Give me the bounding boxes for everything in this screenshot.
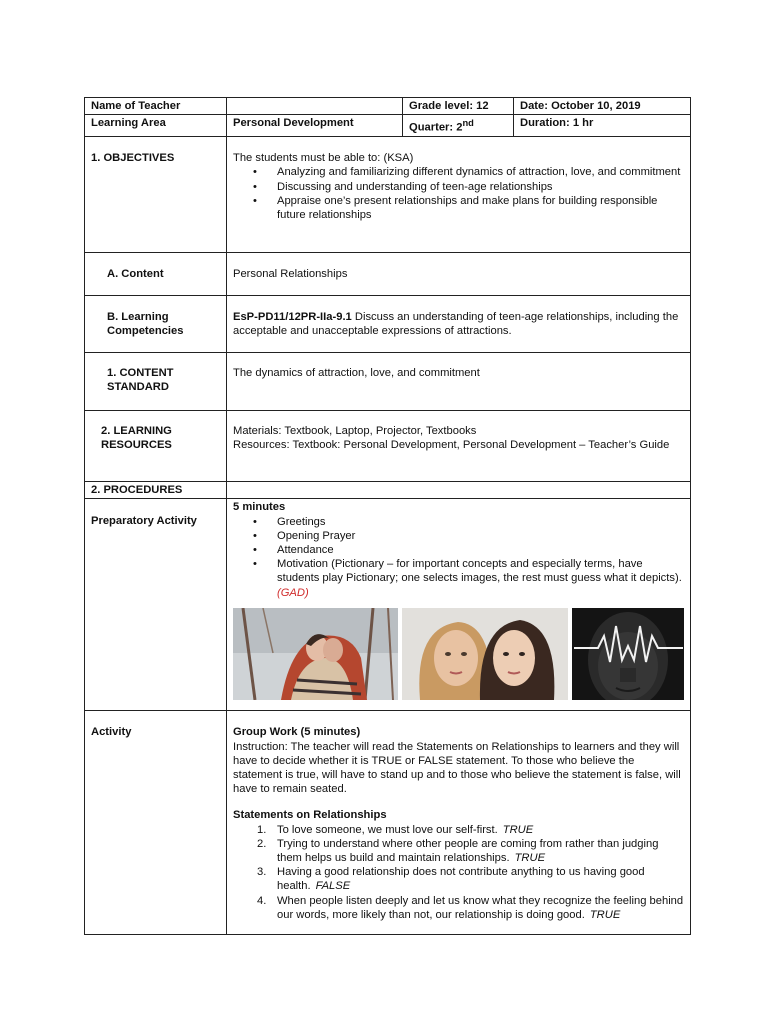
preparatory-label: Preparatory Activity	[85, 499, 227, 711]
grade-level: Grade level: 12	[403, 98, 514, 115]
content-value: Personal Relationships	[227, 253, 691, 296]
content-standard-row	[85, 353, 691, 411]
objectives-row	[85, 137, 691, 253]
procedures-label: 2. PROCEDURES	[85, 482, 227, 499]
activity-title: Group Work (5 minutes)	[233, 726, 361, 739]
statement-item	[277, 894, 684, 922]
couple-snow-image	[233, 608, 398, 700]
gad-tag: (GAD)	[277, 586, 309, 599]
duration: Duration: 1 hr	[514, 115, 691, 137]
objectives-intro: The students must be able to: (KSA)	[233, 152, 414, 165]
content-standard-label: 1. CONTENT STANDARD	[85, 353, 227, 411]
preparatory-list	[233, 515, 684, 600]
statement-text: Having a good relationship does not contribute anything to us having good health.	[277, 866, 645, 893]
statement-answer: TRUE	[589, 908, 621, 921]
preparatory-row	[85, 499, 691, 711]
date: Date: October 10, 2019	[514, 98, 691, 115]
competency-text: Discuss an understanding of teen-age relationships, including the acceptable and unacceptable expressions of attractions.	[233, 310, 679, 338]
objectives-label: 1. OBJECTIVES	[85, 137, 227, 253]
learning-resources-row	[85, 411, 691, 482]
competencies-label: B. Learning Competencies	[85, 296, 227, 353]
learning-area-value: Personal Development	[227, 115, 403, 137]
procedures-empty	[227, 482, 691, 499]
preparatory-item	[277, 557, 684, 600]
preparatory-item: • Greetings	[277, 515, 684, 529]
quarter	[403, 115, 514, 137]
quarter-sup: nd	[462, 118, 474, 129]
statement-text: When people listen deeply and let us know what they recognize the feeling behind our words, more likely than not, our relationship is doing good.	[277, 894, 684, 921]
learning-resources-label: 2. LEARNING RESOURCES	[85, 411, 227, 482]
objective-item: • Appraise one’s present relationships and make plans for building responsible future relationships	[277, 194, 684, 222]
preparatory-item: • Opening Prayer	[277, 529, 684, 543]
statement-answer: TRUE	[514, 851, 546, 864]
competencies-row	[85, 296, 691, 353]
teacher-row	[85, 98, 691, 115]
motivation-text: Motivation (Pictionary – for important concepts and especially terms, have students play Pictionary; one selects images, the rest must guess what it depicts).	[277, 558, 682, 585]
statements-title: Statements on Relationships	[233, 809, 387, 822]
competencies-cell	[227, 296, 691, 353]
teacher-label: Name of Teacher	[85, 98, 227, 115]
statement-item	[277, 823, 684, 837]
preparatory-time: 5 minutes	[233, 501, 286, 514]
lesson-plan-table	[84, 97, 691, 935]
heartbeat-face-image	[572, 608, 684, 700]
statement-item	[277, 865, 684, 893]
statement-item	[277, 837, 684, 865]
preparatory-cell	[227, 499, 691, 711]
objective-item: • Discussing and understanding of teen-age relationships	[277, 180, 684, 194]
objectives-cell	[227, 137, 691, 253]
teacher-value	[227, 98, 403, 115]
procedures-row	[85, 482, 691, 499]
statements-list	[233, 823, 684, 922]
content-label: A. Content	[85, 253, 227, 296]
objective-item: • Analyzing and familiarizing different dynamics of attraction, love, and commitment	[277, 165, 684, 179]
learning-area-label: Learning Area	[85, 115, 227, 137]
content-row	[85, 253, 691, 296]
activity-label: Activity	[85, 711, 227, 935]
activity-row	[85, 711, 691, 935]
resources-text: Resources: Textbook: Personal Development, Personal Development – Teacher’s Guide	[233, 439, 670, 452]
quarter-text: Quarter: 2	[409, 121, 463, 134]
statement-answer: TRUE	[502, 823, 534, 836]
learning-area-row	[85, 115, 691, 137]
motivation-images	[233, 608, 684, 700]
objectives-list	[233, 165, 684, 222]
content-standard-value: The dynamics of attraction, love, and commitment	[227, 353, 691, 411]
learning-resources-cell	[227, 411, 691, 482]
materials-text: Materials: Textbook, Laptop, Projector, Textbooks	[233, 425, 477, 438]
statement-text: To love someone, we must love our self-first.	[277, 823, 498, 836]
two-women-image	[402, 608, 567, 700]
activity-cell	[227, 711, 691, 935]
competency-code: EsP-PD11/12PR-IIa-9.1	[233, 310, 352, 323]
activity-instruction: Instruction: The teacher will read the Statements on Relationships to learners and they will have to decide whether it is TRUE or FALSE statement. To those who believe the statement is true, will have to stand up and to those who believe the statement is false, will have to remain seated.	[233, 740, 681, 796]
statement-text: Trying to understand where other people are coming from rather than judging them helps us build and maintain relationships.	[277, 837, 659, 864]
statement-answer: FALSE	[315, 880, 351, 893]
preparatory-item: • Attendance	[277, 543, 684, 557]
